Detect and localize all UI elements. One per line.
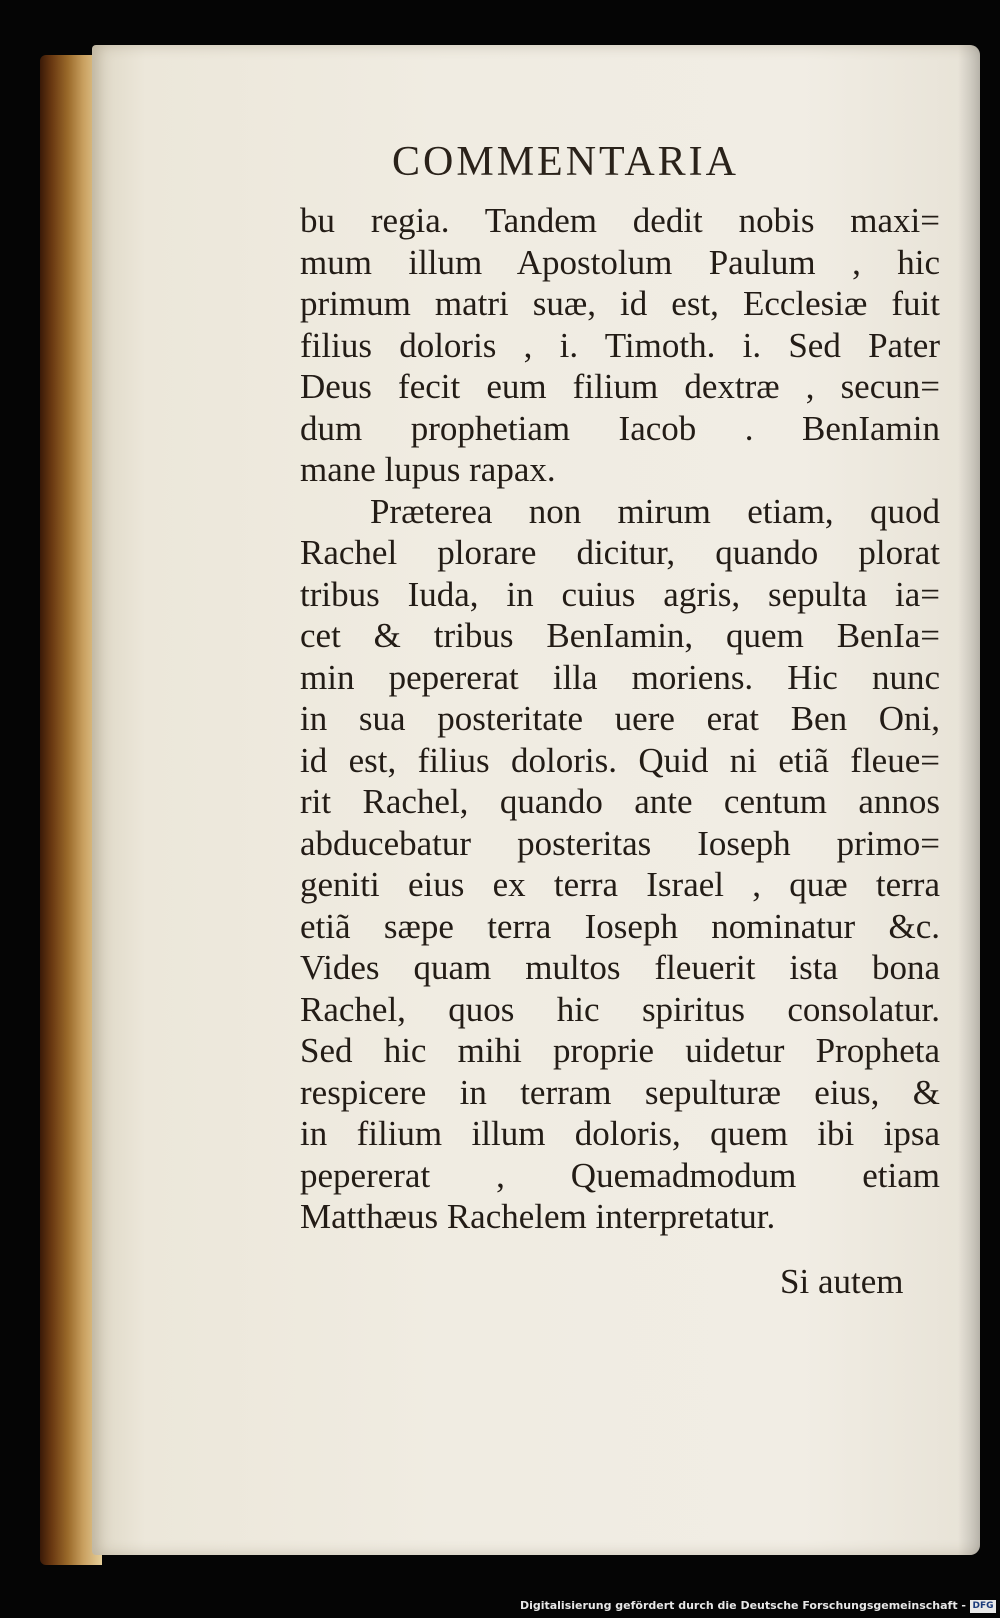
- text-line: tribus Iuda, in cuius agris, sepulta ia=: [300, 574, 940, 614]
- text-line: Deus fecit eum filium dextræ , secun=: [300, 367, 940, 406]
- paragraph-2: [300, 491, 940, 1238]
- text-line: in filium illum doloris, quem ibi ipsa: [300, 1114, 940, 1153]
- text-line: abducebatur posteritas Ioseph primo=: [300, 823, 940, 863]
- text-line: Rachel, quos hic spiritus consolatur.: [300, 989, 940, 1029]
- text-line: filius doloris , i. Timoth. i. Sed Pater: [300, 325, 940, 365]
- text-line: dum prophetiam Iacob . BenIamin: [300, 408, 940, 448]
- text-line: respicere in terram sepulturæ eius, &: [300, 1072, 940, 1112]
- text-line: id est, filius doloris. Quid ni etiã fleue=: [300, 740, 940, 780]
- text-line: geniti eius ex terra Israel , quæ terra: [300, 865, 940, 904]
- text-line: rit Rachel, quando ante centum annos: [300, 782, 940, 821]
- paragraph-1: [300, 200, 940, 491]
- footer-credit: Digitalisierung gefördert durch die Deutsche Forschungsgemeinschaft -: [519, 1599, 966, 1612]
- text-block: [300, 200, 940, 1238]
- text-line: min pepererat illa moriens. Hic nunc: [300, 657, 940, 697]
- text-line: primum matri suæ, id est, Ecclesiæ fuit: [300, 284, 940, 323]
- text-line: Vides quam multos fleuerit ista bona: [300, 948, 940, 987]
- text-line: mane lupus rapax.: [300, 450, 556, 489]
- text-line: Rachel plorare dicitur, quando plorat: [300, 533, 940, 572]
- text-line: Præterea non mirum etiam, quod: [370, 491, 940, 531]
- text-line: Matthæus Rachelem interpretatur.: [300, 1197, 776, 1236]
- text-line: etiã sæpe terra Ioseph nominatur &c.: [300, 906, 940, 946]
- text-line: mum illum Apostolum Paulum , hic: [300, 242, 940, 282]
- page-edge-shadow: [958, 45, 980, 1555]
- text-line: bu regia. Tandem dedit nobis maxi=: [300, 201, 940, 240]
- catchword: Si autem: [780, 1262, 904, 1301]
- dfg-logo-icon: DFG: [970, 1600, 996, 1613]
- text-line: pepererat , Quemadmodum etiam: [300, 1155, 940, 1195]
- text-line: in sua posteritate uere erat Ben Oni,: [300, 699, 940, 738]
- running-head: COMMENTARIA: [392, 139, 739, 185]
- text-line: Sed hic mihi proprie uidetur Propheta: [300, 1031, 940, 1070]
- text-line: cet & tribus BenIamin, quem BenIa=: [300, 616, 940, 655]
